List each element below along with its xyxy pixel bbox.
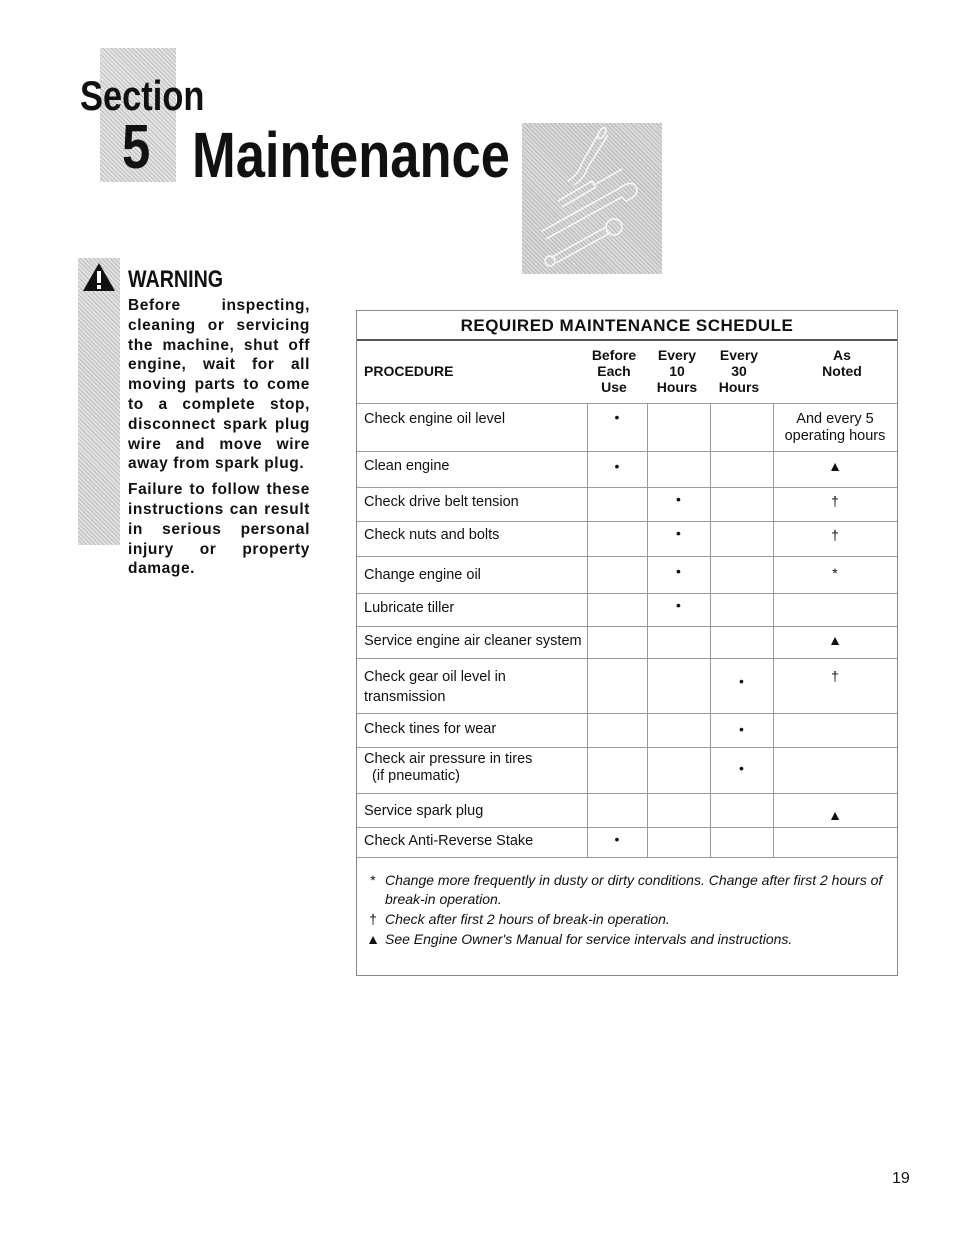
warning-text <box>128 296 310 585</box>
schedule-mark: • <box>614 409 620 425</box>
warning-paragraph-1: Before inspecting, cleaning or servicing the machine, shut off engine, wait for all moving parts to come to a complete stop, disconnect spark plug wire and move wire away from spark plug. <box>128 297 310 473</box>
column-header-before-each-use: Before Each Use <box>591 347 637 395</box>
procedure-label: Service engine air cleaner system <box>364 633 582 649</box>
table-divider <box>357 793 897 794</box>
schedule-mark: And every 5 operating hours <box>784 411 886 444</box>
schedule-mark: • <box>676 563 681 579</box>
procedure-label: Lubricate tiller <box>364 600 455 616</box>
procedure-label: Check engine oil level <box>364 411 506 427</box>
section-number: 5 <box>122 113 151 182</box>
schedule-mark: * <box>832 565 838 581</box>
warning-shade-bar <box>78 258 120 545</box>
warning-triangle-icon <box>82 262 116 292</box>
section-label: Section <box>80 72 205 119</box>
maintenance-schedule-table <box>356 310 898 976</box>
procedure-label: Check tines for wear <box>364 721 497 737</box>
schedule-mark: • <box>614 458 620 474</box>
table-divider <box>357 556 897 557</box>
table-divider <box>357 626 897 627</box>
table-divider <box>357 521 897 522</box>
procedure-label: Check gear oil level in transmission <box>364 669 506 705</box>
table-divider <box>357 857 897 858</box>
footnote-symbol: ▲ <box>366 931 380 947</box>
page-title: Maintenance <box>192 119 510 191</box>
schedule-mark: † <box>831 527 839 543</box>
table-divider <box>357 713 897 714</box>
footnote-text: Change more frequently in dusty or dirty conditions. Change after first 2 hours of break-in operation. <box>385 872 883 907</box>
schedule-mark: ▲ <box>828 458 842 474</box>
column-header-as-noted: As Noted <box>822 347 862 379</box>
footnote-symbol: * <box>370 872 376 888</box>
schedule-mark: † <box>831 668 839 684</box>
schedule-mark: • <box>739 721 744 737</box>
table-divider <box>357 747 897 748</box>
procedure-label: Service spark plug <box>364 803 484 819</box>
warning-paragraph-2: Failure to follow these instructions can result in serious personal injury or property damage. <box>128 481 310 578</box>
footnote <box>365 910 893 929</box>
column-divider <box>647 403 648 857</box>
footnote-text: See Engine Owner's Manual for service intervals and instructions. <box>385 931 793 947</box>
table-divider <box>357 658 897 659</box>
schedule-mark: • <box>676 491 681 507</box>
procedure-label: Check drive belt tension <box>364 494 519 510</box>
table-divider <box>357 487 897 488</box>
footnote <box>365 871 893 909</box>
schedule-mark: ▲ <box>828 807 842 823</box>
column-header-every-10-hours: Every 10 Hours <box>656 347 698 395</box>
schedule-footnotes <box>365 871 893 950</box>
procedure-label: Check air pressure in tires (if pneumatic) <box>364 751 533 784</box>
procedure-label: Check nuts and bolts <box>364 527 500 543</box>
tools-icon <box>522 123 662 274</box>
procedure-label: Check Anti-Reverse Stake <box>364 833 534 849</box>
footnote <box>365 930 893 949</box>
footnote-text: Check after first 2 hours of break-in operation. <box>385 911 670 927</box>
table-divider <box>357 593 897 594</box>
table-divider <box>357 451 897 452</box>
table-divider <box>357 827 897 828</box>
footnote-symbol: † <box>369 911 377 927</box>
column-divider <box>710 403 711 857</box>
warning-heading: WARNING <box>128 266 224 293</box>
schedule-mark: • <box>614 831 620 847</box>
schedule-mark: ▲ <box>828 632 842 648</box>
schedule-mark: • <box>676 597 681 613</box>
column-header-every-30-hours: Every 30 Hours <box>718 347 760 395</box>
schedule-mark: • <box>739 673 744 689</box>
procedure-label: Change engine oil <box>364 567 481 583</box>
table-divider <box>357 403 897 404</box>
procedure-label: Clean engine <box>364 458 450 474</box>
page-number: 19 <box>892 1170 910 1187</box>
column-header-procedure: PROCEDURE <box>364 363 454 379</box>
schedule-mark: • <box>739 760 744 776</box>
schedule-title: REQUIRED MAINTENANCE SCHEDULE <box>357 311 897 341</box>
schedule-mark: † <box>831 493 839 509</box>
schedule-mark: • <box>676 525 681 541</box>
